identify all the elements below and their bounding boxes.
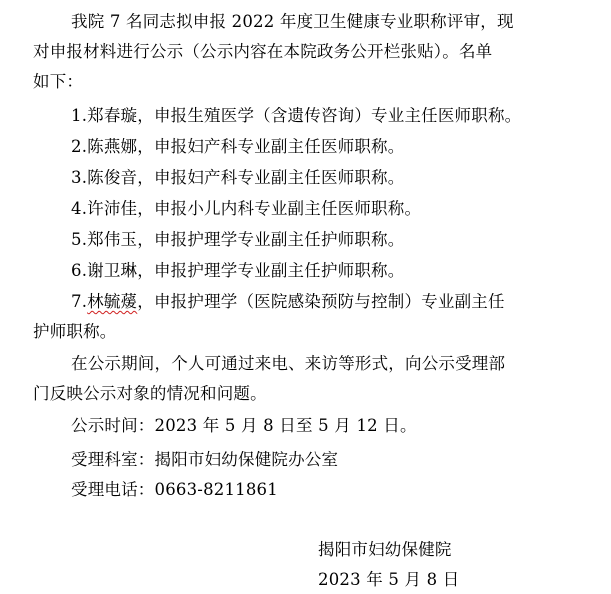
notice-line-1: 在公示期间，个人可通过来电、来访等形式，向公示受理部	[71, 354, 506, 373]
applicant-name: 林毓蕿	[87, 292, 138, 311]
intro-line-3: 如下：	[33, 72, 84, 91]
intro-line-1: 我院 7 名同志拟申报 2022 年度卫生健康专业职称评审，现	[71, 12, 514, 31]
applicant-item-5: 5.郑伟玉，申报护理学专业副主任护师职称。	[71, 230, 405, 249]
applicant-item-2: 2.陈燕娜，申报妇产科专业副主任医师职称。	[71, 137, 405, 156]
applicant-item-7-continued: 护师职称。	[33, 322, 117, 341]
applicant-detail: ，申报护理学（医院感染预防与控制）专业副主任	[137, 292, 505, 311]
receiving-department: 受理科室：揭阳市妇幼保健院办公室	[71, 450, 339, 469]
signature-organization: 揭阳市妇幼保健院	[318, 540, 452, 559]
applicant-item-7	[71, 292, 505, 312]
applicant-item-3: 3.陈俊音，申报妇产科专业副主任医师职称。	[71, 168, 405, 187]
applicant-number: 7.	[71, 292, 88, 311]
signature-date: 2023 年 5 月 8 日	[318, 570, 460, 589]
publicity-period: 公示时间：2023 年 5 月 8 日至 5 月 12 日。	[71, 416, 417, 435]
notice-line-2: 门反映公示对象的情况和问题。	[33, 384, 267, 403]
applicant-item-4: 4.许沛佳，申报小儿内科专业副主任医师职称。	[71, 199, 422, 218]
receiving-phone: 受理电话：0663-8211861	[71, 480, 278, 499]
intro-line-2: 对申报材料进行公示（公示内容在本院政务公开栏张贴）。名单	[33, 42, 493, 61]
applicant-item-1: 1.郑春璇，申报生殖医学（含遗传咨询）专业主任医师职称。	[71, 106, 522, 125]
applicant-item-6: 6.谢卫琳，申报护理学专业副主任护师职称。	[71, 261, 405, 280]
